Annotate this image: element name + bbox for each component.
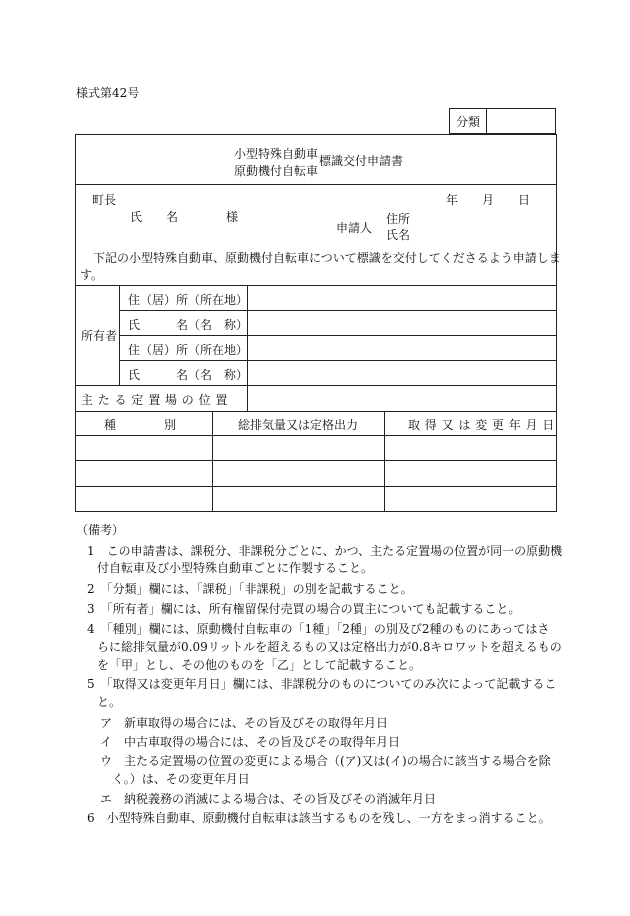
acquisition-date-cell[interactable] [386, 461, 555, 485]
note-4-cont: を「甲」とし、その他のものを「乙」として記載すること。 [97, 658, 422, 672]
note-5-u-cont: く。）は、その変更年月日 [112, 772, 250, 786]
title-suffix: 標識交付申請書 [319, 154, 404, 168]
type-cell[interactable] [77, 461, 211, 485]
owner-address-label: 住（居）所（所在地） [128, 343, 249, 357]
note-5-i: イ 中古車取得の場合には、その旨及びその取得年月日 [100, 735, 401, 749]
note-1-cont: 付自転車及び小型特殊自動車ごとに作製すること。 [97, 561, 374, 575]
owner-address-field[interactable] [249, 336, 555, 359]
type-column-header: 種 別 [104, 418, 177, 432]
title-line-small-special-vehicle: 小型特殊自動車 [234, 147, 319, 161]
note-3: 3 「所有者」欄には、所有権留保付売買の場合の買主についても記載すること。 [87, 602, 521, 616]
type-cell[interactable] [77, 487, 211, 511]
note-6: 6 小型特殊自動車、原動機付自転車は該当するものを残し、一方をまっ消すること。 [87, 811, 551, 825]
displacement-column-header: 総排気量又は定格出力 [238, 418, 359, 432]
note-1: 1 この申請書は、課税分、非課税分ごとに、かつ、主たる定置場の位置が同一の原動機 [87, 544, 563, 558]
form-title [76, 135, 556, 185]
owner-address-label: 住（居）所（所在地） [128, 293, 249, 307]
storage-location-label: 主たる定置場の位置 [81, 393, 233, 407]
acquisition-date-cell[interactable] [386, 436, 555, 459]
divider [212, 411, 213, 512]
note-5-a: ア 新車取得の場合には、その旨及びその取得年月日 [100, 716, 389, 730]
storage-location-field[interactable] [249, 386, 555, 410]
owner-label: 所有者 [81, 329, 118, 343]
divider [76, 184, 556, 185]
owner-address-field[interactable] [249, 286, 555, 309]
request-text-line-2: す。 [80, 268, 104, 282]
notes-heading: （備考） [76, 523, 125, 537]
recipient-label: 町長 [92, 193, 117, 207]
divider [76, 411, 556, 412]
classification-field[interactable] [487, 109, 555, 133]
recipient-name-label: 氏 名 [130, 210, 179, 224]
note-2: 2 「分類」欄には、「課税」「非課税」の別を記載すること。 [87, 582, 413, 596]
title-line-motorized-bicycle: 原動機付自転車 [234, 164, 319, 178]
displacement-cell[interactable] [214, 436, 383, 459]
application-form [75, 134, 561, 512]
owner-name-label: 氏 名（名 称） [128, 368, 249, 382]
honorific: 様 [226, 210, 239, 224]
displacement-cell[interactable] [214, 487, 383, 511]
classification-box [449, 108, 556, 134]
note-4-cont: らに総排気量が0.09リットルを超えるもの又は定格出力が0.8キロワットを超えるもの [97, 640, 562, 654]
request-text-line-1: 下記の小型特殊自動車、原動機付自転車について標識を交付してくださるよう申請しま [93, 251, 561, 265]
applicant-address-label: 住所 [386, 212, 411, 226]
divider [384, 411, 385, 512]
date-month: 月 [482, 193, 495, 207]
acquisition-date-column-header: 取得又は変更年月日 [408, 418, 560, 432]
applicant-label: 申請人 [336, 221, 373, 235]
note-5-cont: と。 [97, 695, 122, 709]
date-year: 年 [446, 193, 459, 207]
acquisition-date-cell[interactable] [386, 487, 555, 511]
displacement-cell[interactable] [214, 461, 383, 485]
applicant-name-label: 氏名 [386, 228, 411, 242]
note-5: 5 「取得又は変更年月日」欄には、非課税分のものについてのみ次によって記載するこ [87, 677, 557, 691]
owner-name-label: 氏 名（名 称） [128, 318, 249, 332]
note-5-e: エ 納税義務の消滅による場合は、その旨及びその消滅年月日 [100, 792, 437, 806]
owner-name-field[interactable] [249, 361, 555, 384]
note-5-u: ウ 主たる定置場の位置の変更による場合（(ア)又は(イ)の場合に該当する場合を除 [100, 754, 551, 768]
note-4: 4 「種別」欄には、原動機付自転車の「1種」「2種」の別及び2種のものにあってはさ [87, 622, 550, 636]
type-cell[interactable] [77, 436, 211, 459]
owner-name-field[interactable] [249, 311, 555, 334]
date-day: 日 [518, 193, 531, 207]
classification-label: 分類 [450, 109, 487, 133]
form-number: 様式第42号 [76, 86, 140, 100]
